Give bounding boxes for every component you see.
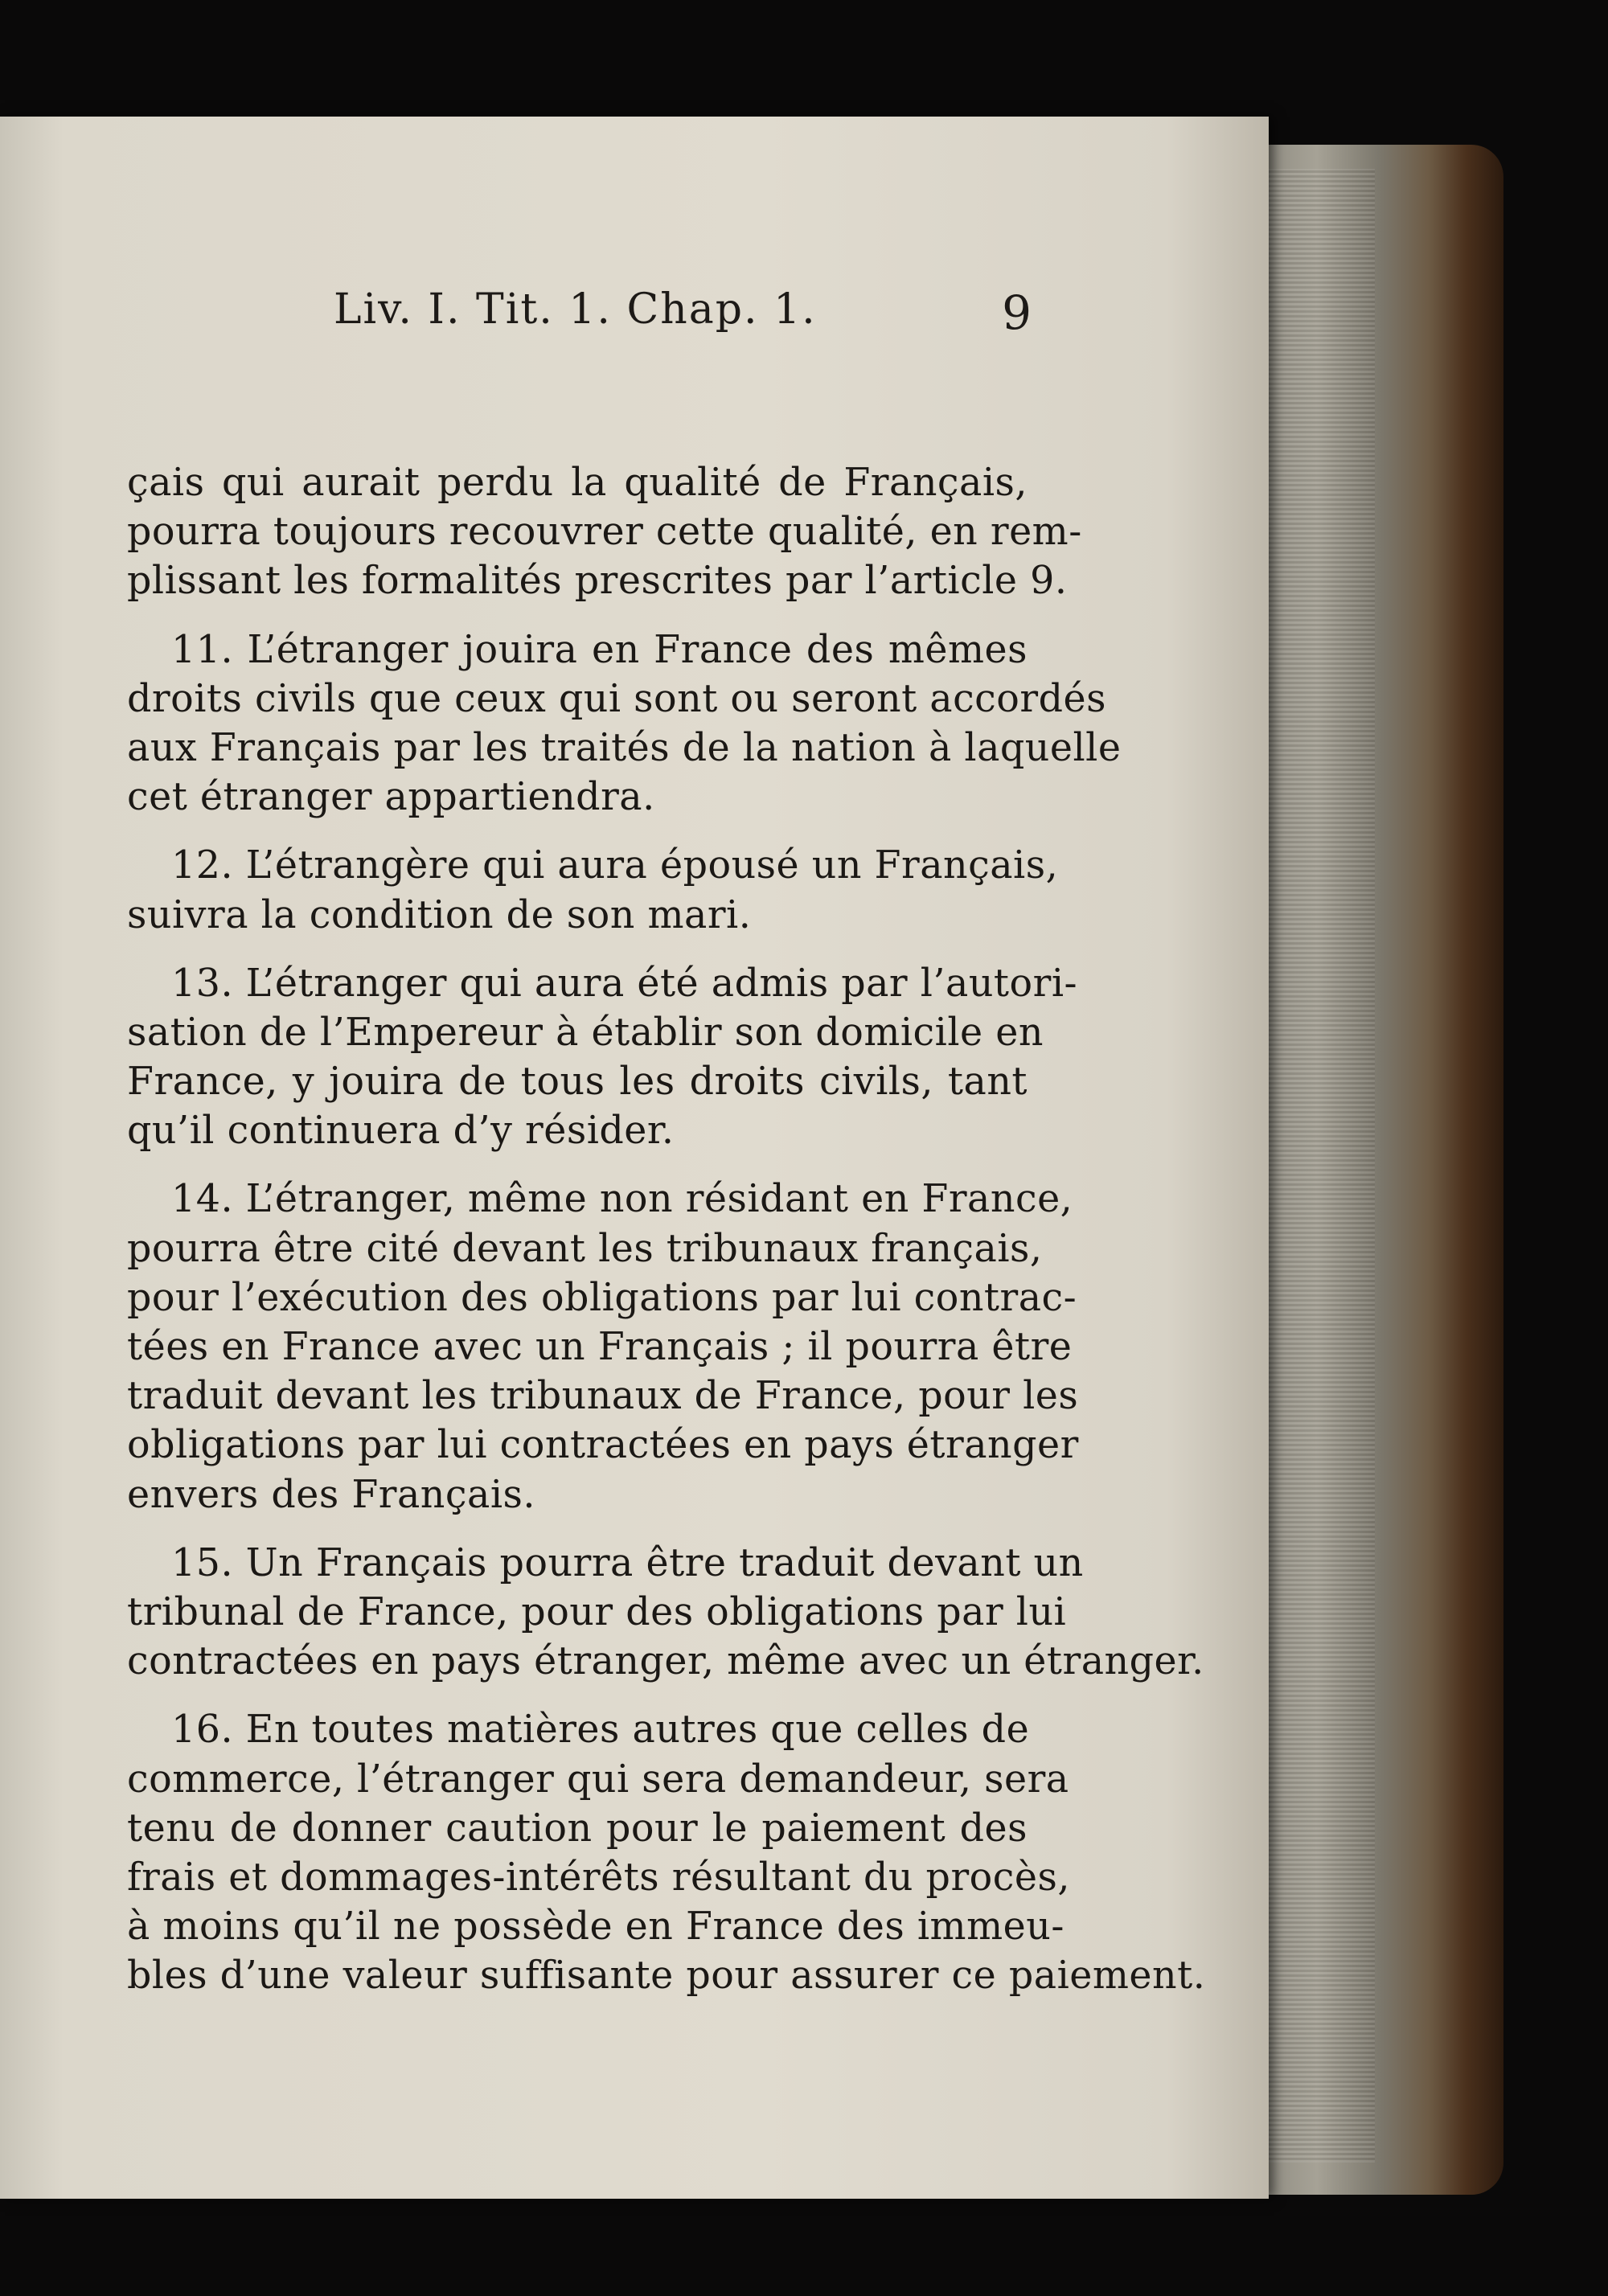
text-line: tribunal de France, pour des obligations par lui bbox=[127, 1589, 1067, 1634]
text-line: pourra être cité devant les tribunaux français, bbox=[127, 1226, 1043, 1271]
text-line: sation de l’Empereur à établir son domicile en bbox=[127, 1010, 1044, 1055]
text-line: contractées en pays étranger, même avec un étranger. bbox=[127, 1639, 1204, 1684]
article-13 bbox=[127, 959, 1078, 1156]
text-line: 12. L’étrangère qui aura épousé un Français, bbox=[171, 843, 1059, 888]
text-line: cet étranger appartiendra. bbox=[127, 775, 655, 820]
article-15 bbox=[127, 1539, 1204, 1687]
book-page bbox=[0, 117, 1269, 2199]
text-line: 15. Un Français pourra être traduit devant un bbox=[171, 1540, 1084, 1585]
page-number: 9 bbox=[1002, 285, 1033, 340]
text-line: à moins qu’il ne possède en France des immeu- bbox=[127, 1904, 1064, 1950]
running-title: Liv. I. Tit. 1. Chap. 1. bbox=[334, 285, 817, 334]
text-line: droits civils que ceux qui sont ou seront accordés bbox=[127, 676, 1106, 721]
article-11 bbox=[127, 625, 1122, 822]
text-line: pour l’exécution des obligations par lui contrac- bbox=[127, 1275, 1077, 1320]
text-line: obligations par lui contractées en pays étranger bbox=[127, 1423, 1079, 1468]
paragraph-continuation bbox=[127, 458, 1082, 606]
body-text bbox=[127, 458, 1206, 2000]
text-line: 16. En toutes matières autres que celles de bbox=[171, 1708, 1030, 1753]
article-12 bbox=[127, 841, 1059, 939]
text-line: plissant les formalités prescrites par l’article 9. bbox=[127, 559, 1068, 604]
text-line: commerce, l’étranger qui sera demandeur, sera bbox=[127, 1757, 1069, 1802]
text-line: pourra toujours recouvrer cette qualité, en rem- bbox=[127, 510, 1082, 555]
text-line: 11. L’étranger jouira en France des mêmes bbox=[171, 627, 1028, 672]
text-line: 13. L’étranger qui aura été admis par l’autori- bbox=[171, 961, 1078, 1006]
text-line: frais et dommages-intérêts résultant du procès, bbox=[127, 1855, 1070, 1900]
text-line: traduit devant les tribunaux de France, pour les bbox=[127, 1374, 1079, 1419]
text-line: aux Français par les traités de la nation à laquelle bbox=[127, 725, 1122, 770]
article-14 bbox=[127, 1175, 1079, 1519]
text-line: tenu de donner caution pour le paiement des bbox=[127, 1806, 1028, 1851]
text-line: tées en France avec un Français ; il pourra être bbox=[127, 1325, 1073, 1369]
text-line: envers des Français. bbox=[127, 1472, 535, 1517]
book-fore-edge bbox=[1254, 145, 1503, 2195]
text-line: çais qui aurait perdu la qualité de Français, bbox=[127, 461, 1028, 505]
text-line: France, y jouira de tous les droits civils, tant bbox=[127, 1060, 1028, 1105]
text-line: qu’il continuera d’y résider. bbox=[127, 1109, 675, 1154]
text-line: 14. L’étranger, même non résidant en France, bbox=[171, 1177, 1073, 1222]
text-line: suivra la condition de son mari. bbox=[127, 892, 752, 937]
text-line: bles d’une valeur suffisante pour assurer ce paiement. bbox=[127, 1954, 1206, 1999]
running-header bbox=[334, 285, 1033, 350]
article-16 bbox=[127, 1705, 1206, 2000]
